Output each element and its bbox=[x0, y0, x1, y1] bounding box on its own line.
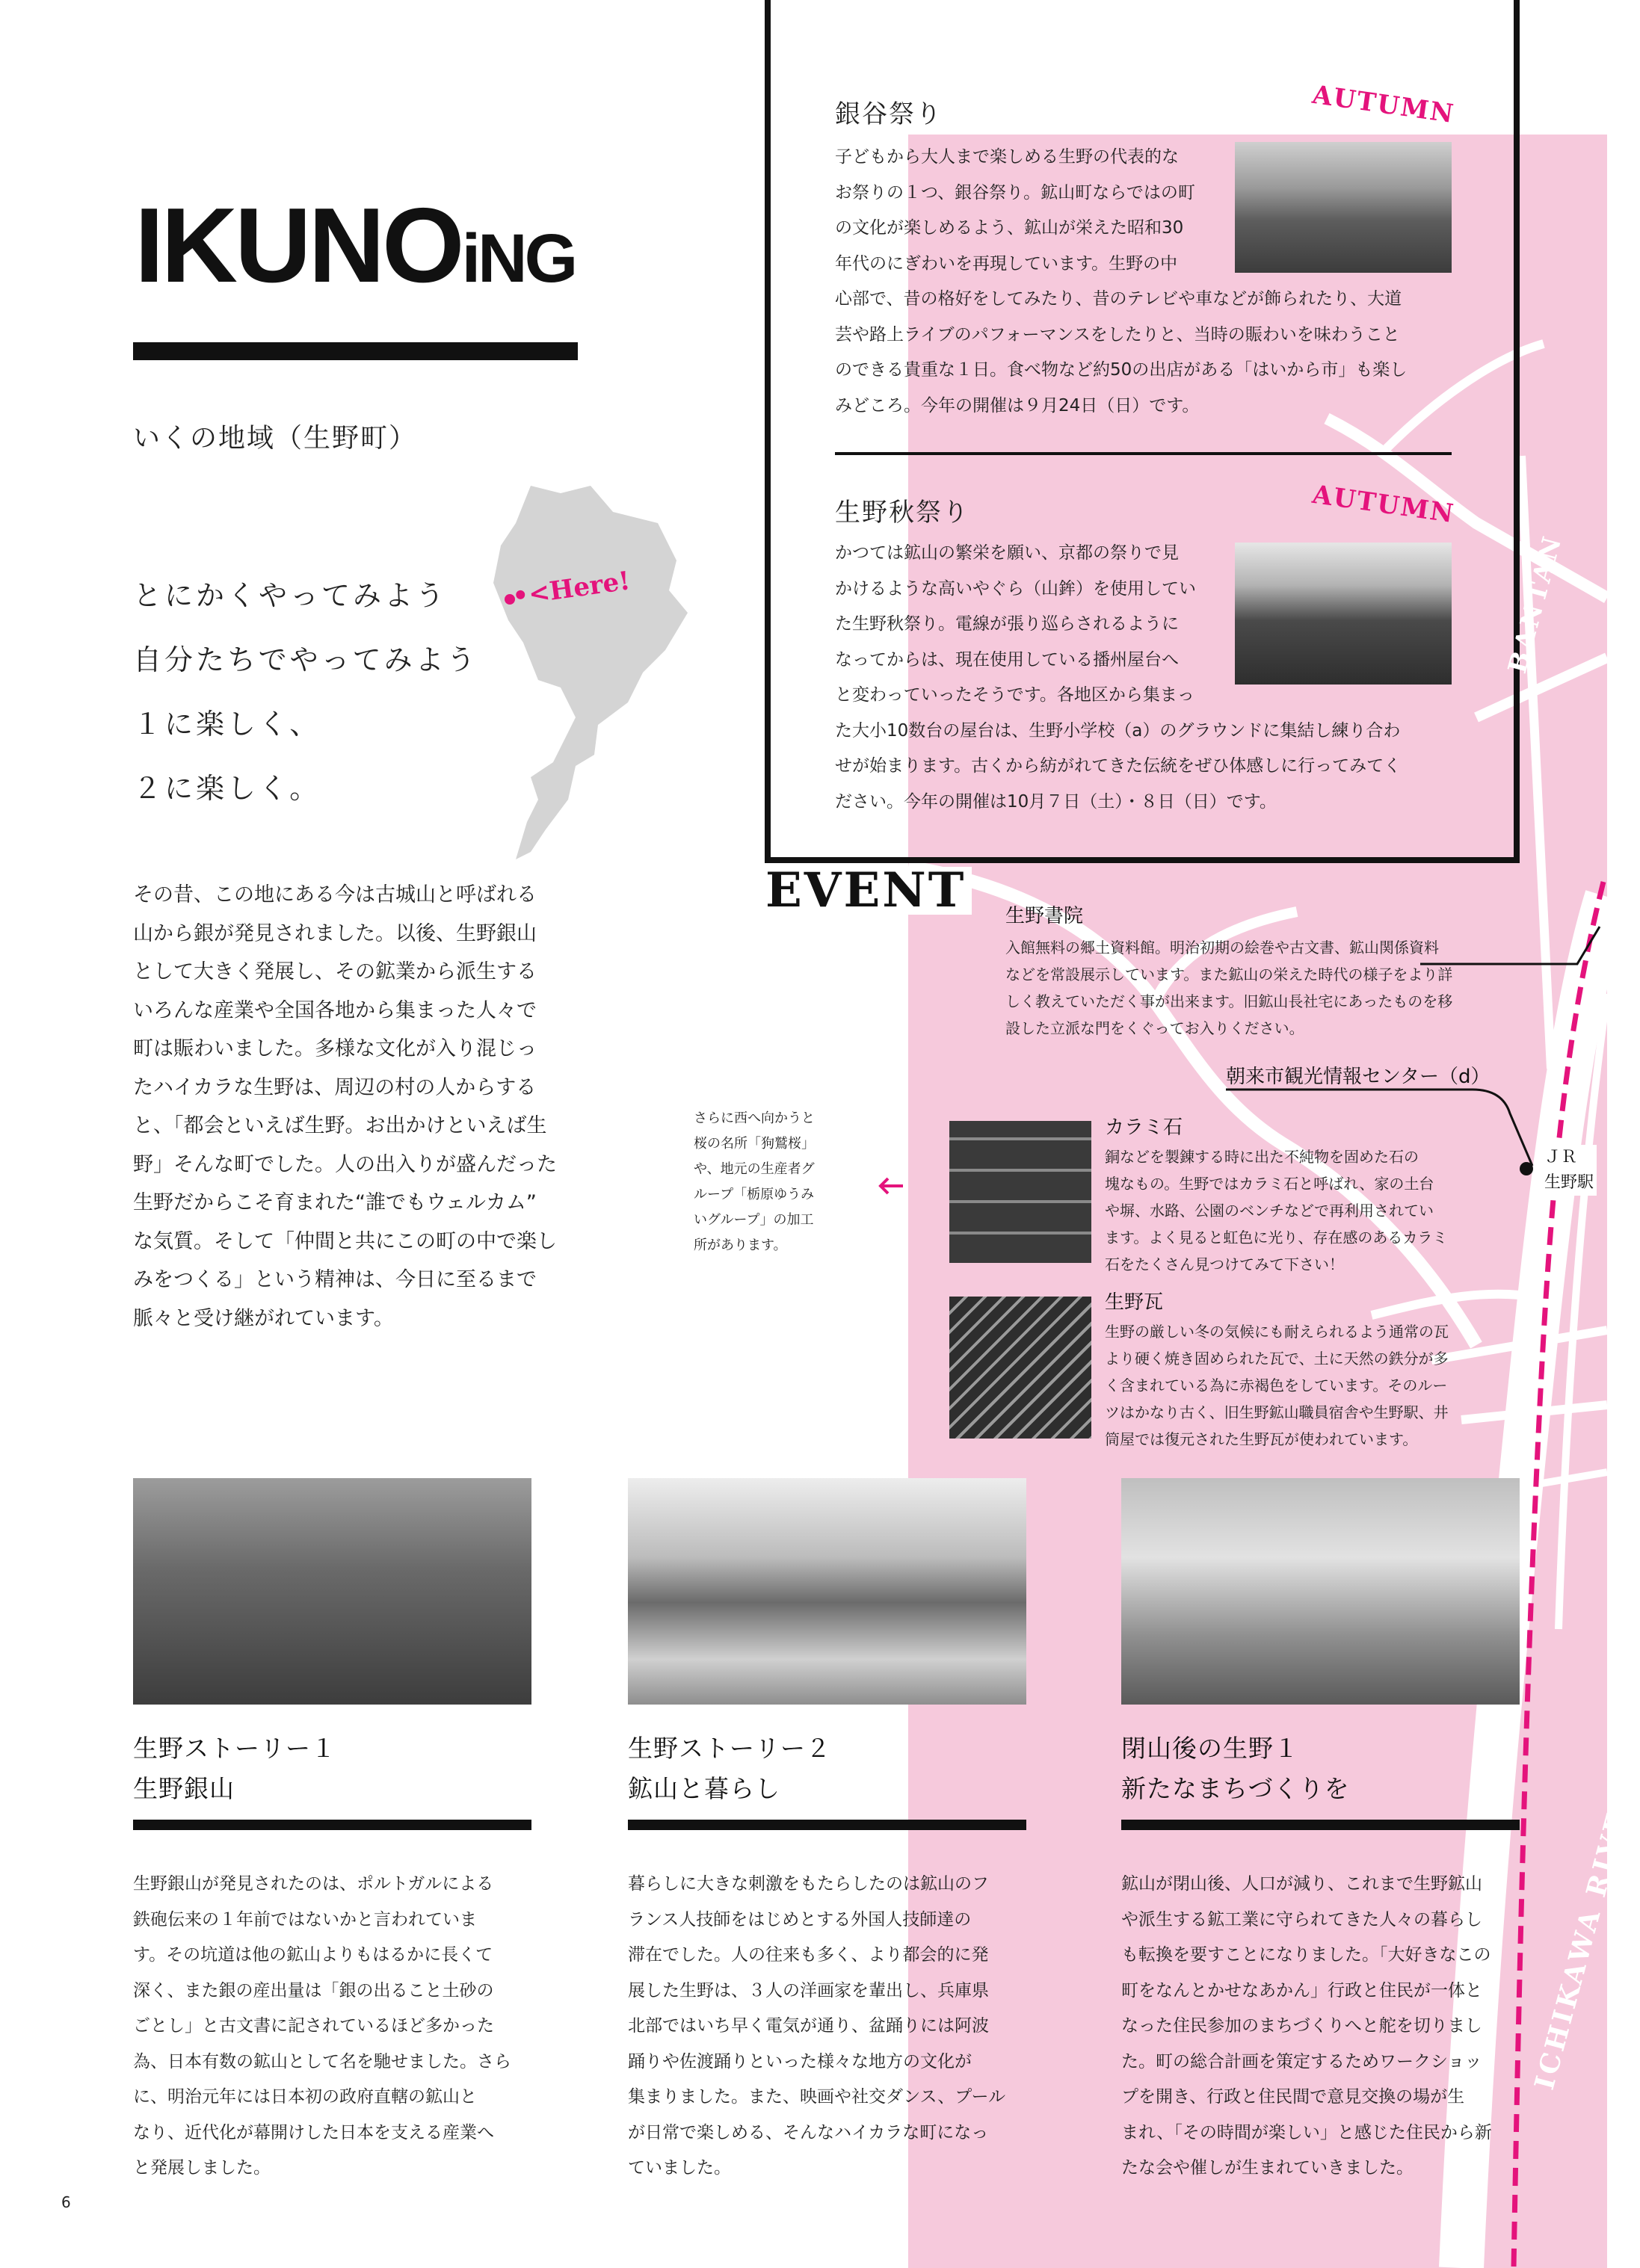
story-line: ていました。 bbox=[628, 2158, 731, 2178]
intro-line: 野」そんな町でした。人の出入りが盛んだった bbox=[133, 1152, 557, 1176]
intro-paragraph bbox=[133, 876, 596, 1338]
story2-rule bbox=[628, 1820, 1026, 1830]
west-arrow-icon bbox=[876, 1175, 906, 1197]
bantan-label: BANTAN bbox=[1502, 531, 1569, 677]
story3-text bbox=[1121, 1867, 1492, 2187]
note-line: いグループ」の加工 bbox=[694, 1212, 814, 1228]
spot-title-shoin: 生野書院 bbox=[1005, 905, 1084, 927]
intro-line: 町は賑わいました。多様な文化が入り混じっ bbox=[133, 1037, 537, 1060]
intro-line: いろんな産業や全国各地から集まった人々で bbox=[133, 998, 537, 1022]
event-text-aki bbox=[835, 536, 1401, 820]
story-line: 鉱山が閉山後、人口が減り、これまで生野鉱山 bbox=[1121, 1874, 1482, 1894]
slogan-3: １に楽しく、 bbox=[133, 708, 321, 741]
spot-line: や塀、水路、公園のベンチなどで再利用されてい bbox=[1105, 1202, 1434, 1220]
event-line: なってからは、現在使用している播州屋台へ bbox=[835, 649, 1179, 670]
event-line: かけるような高いやぐら（山鉾）を使用してい bbox=[835, 578, 1196, 599]
story-line: が日常で楽しめる、そんなハイカラな町になっ bbox=[628, 2122, 989, 2142]
title-underline bbox=[133, 342, 578, 360]
story-line: 町をなんとかせなあかん」行政と住民が一体と bbox=[1121, 1980, 1482, 2000]
story-line: と発展しました。 bbox=[133, 2158, 271, 2178]
title-main: IKUNO bbox=[135, 186, 462, 305]
spot-title-kawara: 生野瓦 bbox=[1105, 1291, 1164, 1314]
story-line: 鉄砲伝来の１年前ではないかと言われていま bbox=[133, 1909, 477, 1929]
note-line: 所があります。 bbox=[694, 1237, 787, 1253]
event-line: た大小10数台の屋台は、生野小学校（a）のグラウンドに集結し練り合わ bbox=[835, 720, 1401, 741]
note-line: さらに西へ向かうと bbox=[694, 1110, 815, 1126]
station-line: ＪＲ bbox=[1544, 1148, 1578, 1167]
karami-stone-photo bbox=[949, 1121, 1091, 1263]
event-label: EVENT bbox=[759, 867, 972, 915]
story-line: 深く、また銀の産出量は「銀の出ること土砂の bbox=[133, 1980, 494, 2000]
spot-line: などを常設展示しています。また鉱山の栄えた時代の様子をより詳 bbox=[1005, 965, 1453, 983]
story-line: 集まりました。また、映画や社交ダンス、プール bbox=[628, 2087, 1006, 2107]
story-title-line: 生野銀山 bbox=[133, 1774, 235, 1803]
story-line: も転換を要すことになりました。「大好きなこの bbox=[1121, 1945, 1491, 1965]
spot-text-kawara bbox=[1105, 1318, 1449, 1453]
story-title-line: 鉱山と暮らし bbox=[628, 1774, 780, 1803]
story-line: に、明治元年には日本初の政府直轄の鉱山と bbox=[133, 2087, 477, 2107]
story3-rule bbox=[1121, 1820, 1520, 1830]
ikuno-tile-photo bbox=[949, 1297, 1091, 1439]
event-line: 子どもから大人まで楽しめる生野の代表的な bbox=[835, 147, 1179, 167]
river-label: ICHIKAWA RIVER bbox=[1529, 1782, 1640, 2093]
station-marker bbox=[1516, 1158, 1538, 1181]
intro-line: たハイカラな生野は、周辺の村の人からする bbox=[133, 1075, 537, 1099]
title-suffix: iNG bbox=[461, 220, 576, 297]
story-line: たな会や催しが生まれていきました。 bbox=[1121, 2158, 1414, 2178]
event-line: の文化が楽しめるよう、鉱山が栄えた昭和30 bbox=[835, 218, 1184, 238]
story-line: ランス人技師をはじめとする外国人技師達の bbox=[628, 1909, 972, 1929]
event-line: ださい。今年の開催は10月７日（土）・８日（日）です。 bbox=[835, 791, 1277, 812]
spot-line: 生野の厳しい冬の気候にも耐えられるよう通常の瓦 bbox=[1105, 1323, 1449, 1341]
story-line: 踊りや佐渡踊りといった様々な地方の文化が bbox=[628, 2051, 972, 2071]
event-line: た生野秋祭り。電線が張り巡らされるように bbox=[835, 614, 1179, 634]
intro-line: な気質。そして「仲間と共にこの町の中で楽し bbox=[133, 1229, 557, 1253]
spot-line: 石をたくさん見つけてみて下さい！ bbox=[1105, 1255, 1344, 1273]
story1-photo bbox=[133, 1478, 531, 1705]
spot-line: 設した立派な門をくぐってお入りください。 bbox=[1005, 1019, 1304, 1037]
slogan-1: とにかくやってみよう bbox=[133, 579, 448, 612]
intro-line: みをつくる」という精神は、今日に至るまで bbox=[133, 1268, 537, 1291]
event-line: 芸や路上ライブのパフォーマンスをしたりと、当時の賑わいを味わうこと bbox=[835, 324, 1400, 344]
intro-line: と、「都会といえば生野。お出かけといえば生 bbox=[133, 1114, 547, 1137]
spot-line: 銅などを製錬する時に出た不純物を固めた石の bbox=[1105, 1148, 1419, 1166]
story-title-line: 生野ストーリー２ bbox=[628, 1734, 831, 1763]
spot-line: く含まれている為に赤褐色をしています。そのルー bbox=[1105, 1376, 1448, 1394]
spot-line: しく教えていただく事が出来ます。旧鉱山長社宅にあったものを移 bbox=[1005, 992, 1453, 1010]
magazine-title bbox=[135, 186, 576, 305]
event-line: お祭りの１つ、銀谷祭り。鉱山町ならではの町 bbox=[835, 182, 1195, 203]
event-line: せが始まります。古くから紡がれてきた伝統をぜひ体感しに行ってみてく bbox=[835, 756, 1402, 776]
event-title-aki: 生野秋祭り bbox=[835, 498, 969, 528]
event-line: みどころ。今年の開催は９月24日（日）です。 bbox=[835, 395, 1200, 415]
story-line: まれ、「その時間が楽しい」と感じた住民から新 bbox=[1121, 2122, 1492, 2142]
story1-title bbox=[133, 1728, 336, 1809]
story1-text bbox=[133, 1867, 511, 2187]
event-line: 年代のにぎわいを再現しています。生野の中 bbox=[835, 253, 1178, 274]
intro-line: 生野だからこそ育まれた“誰でもウェルカム” bbox=[133, 1191, 537, 1214]
story-line: す。その坑道は他の鉱山よりもはるかに長くて bbox=[133, 1945, 493, 1965]
story1-rule bbox=[133, 1820, 531, 1830]
story-line: や派生する鉱工業に守られてきた人々の暮らし bbox=[1121, 1909, 1482, 1929]
autumn-label: AUTUMN bbox=[1310, 479, 1457, 530]
event-line: と変わっていったそうです。各地区から集まっ bbox=[835, 685, 1194, 705]
story3-title bbox=[1121, 1728, 1350, 1809]
story-line: 展した生野は、３人の洋画家を輩出し、兵庫県 bbox=[628, 1980, 989, 2000]
spot-line: 筒屋では復元された生野瓦が使われています。 bbox=[1105, 1430, 1418, 1448]
spot-line: 塊なもの。生野ではカラミ石と呼ばれ、家の土台 bbox=[1105, 1175, 1434, 1193]
slogan-4: ２に楽しく。 bbox=[133, 772, 321, 805]
story-line: 生野銀山が発見されたのは、ポルトガルによる bbox=[133, 1874, 494, 1894]
event-line: のできる貴重な１日。食べ物など約50の出店がある「はいから市」も楽し bbox=[835, 360, 1408, 380]
note-line: や、地元の生産者グ bbox=[694, 1161, 815, 1177]
intro-line: 脈々と受け継がれています。 bbox=[133, 1306, 394, 1330]
here-label: •<Here! bbox=[510, 566, 632, 612]
event-divider bbox=[835, 452, 1452, 455]
event-text-ginya bbox=[835, 140, 1407, 424]
page-number: 6 bbox=[61, 2193, 71, 2211]
slogan-2: 自分たちでやってみよう bbox=[133, 643, 478, 676]
story-line: 滞在でした。人の往来も多く、より都会的に発 bbox=[628, 1945, 989, 1965]
west-note bbox=[694, 1106, 815, 1258]
spot-line: ます。よく見ると虹色に光り、存在感のあるカラミ bbox=[1105, 1229, 1448, 1246]
event-line: 心部で、昔の格好をしてみたり、昔のテレビや車などが飾られたり、大道 bbox=[835, 289, 1402, 309]
intro-line: として大きく発展し、その鉱業から派生する bbox=[133, 960, 537, 983]
event-line: かつては鉱山の繁栄を願い、京都の祭りで見 bbox=[835, 543, 1179, 563]
spot-text-shoin bbox=[1005, 934, 1452, 1042]
shoin-leader-line bbox=[1420, 874, 1607, 1001]
story2-title bbox=[628, 1728, 831, 1809]
station-label bbox=[1541, 1145, 1597, 1196]
spot-line: ツはかなり古く、旧生野鉱山職員宿舎や生野駅、井 bbox=[1105, 1403, 1449, 1421]
event-title-ginya: 銀谷祭り bbox=[835, 99, 943, 129]
region-heading: いくの地域（生野町） bbox=[133, 423, 418, 454]
spot-line: より硬く焼き固められた瓦で、土に天然の鉄分が多 bbox=[1105, 1350, 1449, 1368]
story3-photo bbox=[1121, 1478, 1520, 1705]
story-line: 為、日本有数の鉱山として名を馳せました。さら bbox=[133, 2051, 511, 2071]
story-title-line: 閉山後の生野１ bbox=[1121, 1734, 1299, 1763]
story-line: なった住民参加のまちづくりへと舵を切りまし bbox=[1121, 2016, 1482, 2036]
station-line: 生野駅 bbox=[1544, 1173, 1594, 1192]
autumn-label: AUTUMN bbox=[1310, 79, 1457, 130]
story-line: なり、近代化が幕開けした日本を支える産業へ bbox=[133, 2122, 494, 2142]
spot-line: 入館無料の郷土資料館。明治初期の絵巻や古文書、鉱山関係資料 bbox=[1005, 939, 1439, 957]
story2-text bbox=[628, 1867, 1005, 2187]
note-line: ループ「栃原ゆうみ bbox=[694, 1187, 815, 1202]
info-center-label: 朝来市観光情報センター（d） bbox=[1226, 1066, 1491, 1088]
story-line: ごとし」と古文書に記されているほど多かった bbox=[133, 2016, 494, 2036]
spot-text-karami bbox=[1105, 1143, 1447, 1278]
story2-photo bbox=[628, 1478, 1026, 1705]
story-line: プを開き、行政と住民間で意見交換の場が生 bbox=[1121, 2087, 1465, 2107]
story-line: た。町の総合計画を策定するためワークショッ bbox=[1121, 2051, 1482, 2071]
intro-line: その昔、この地にある今は古城山と呼ばれる bbox=[133, 883, 537, 906]
intro-line: 山から銀が発見されました。以後、生野銀山 bbox=[133, 921, 537, 945]
story-line: 北部ではいち早く電気が通り、盆踊りには阿波 bbox=[628, 2016, 989, 2036]
hyogo-map-silhouette bbox=[486, 478, 710, 867]
story-line: 暮らしに大きな刺激をもたらしたのは鉱山のフ bbox=[628, 1874, 989, 1894]
story-title-line: 生野ストーリー１ bbox=[133, 1734, 336, 1763]
note-line: 桜の名所「狗鷲桜」 bbox=[694, 1136, 815, 1152]
spot-title-karami: カラミ石 bbox=[1105, 1116, 1183, 1139]
story-title-line: 新たなまちづくりを bbox=[1121, 1774, 1350, 1803]
